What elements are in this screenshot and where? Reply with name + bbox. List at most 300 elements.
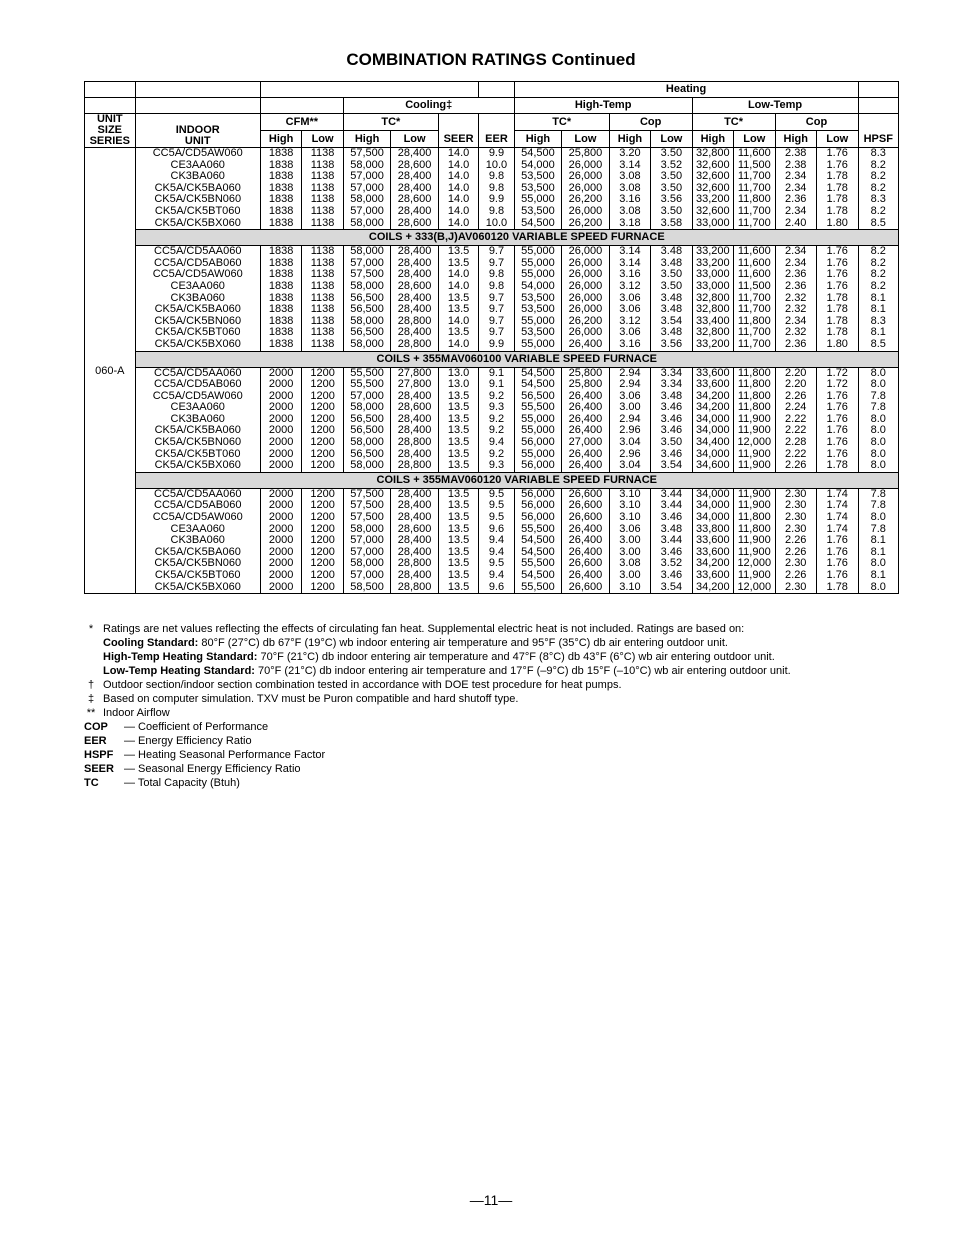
rating-value: 1138 [310, 279, 335, 292]
rating-value: 54,500 [521, 216, 555, 229]
coil-group-header: COILS + 333(B,J)AV060120 VARIABLE SPEED FURNACE [135, 230, 898, 246]
rating-value: 8.0 [870, 378, 886, 391]
rating-value: 9.2 [488, 447, 505, 460]
rating-value: 26,000 [568, 204, 603, 217]
rating-value: 2.26 [785, 459, 807, 472]
rating-value: 26,400 [568, 389, 603, 402]
rating-value: 7.8 [870, 522, 886, 535]
rating-value: 1200 [310, 436, 335, 449]
rating-value: 8.5 [870, 337, 886, 350]
rating-value: 32,800 [695, 326, 730, 339]
rating-value: 28,800 [397, 459, 432, 472]
rating-value: 1.78 [826, 580, 848, 593]
indoor-unit-name: CK5A/CK5BT060 [154, 447, 241, 460]
rating-value: 58,000 [350, 337, 384, 350]
rating-value: 32,600 [695, 158, 730, 171]
rating-value: 1200 [310, 412, 335, 425]
rating-value: 9.3 [488, 401, 505, 414]
rating-value: 14.0 [447, 337, 470, 350]
indoor-unit-name: CK5A/CK5BX060 [154, 216, 241, 229]
rating-value: 13.5 [447, 436, 470, 449]
value-cell [609, 246, 650, 351]
rating-value: 8.2 [870, 181, 886, 194]
rating-value: 13.5 [447, 459, 470, 472]
rating-value: 56,500 [350, 412, 384, 425]
rating-value: 8.2 [870, 245, 886, 258]
value-cell [816, 246, 858, 351]
rating-value: 32,600 [695, 204, 730, 217]
rating-value: 9.7 [488, 326, 505, 339]
coil-group-header: COILS + 355MAV060120 VARIABLE SPEED FURNACE [135, 472, 898, 488]
rating-value: 2.34 [785, 181, 807, 194]
abbreviation-eer: EER — Energy Efficiency Ratio [84, 735, 252, 747]
rating-value: 55,000 [521, 412, 555, 425]
rating-value: 1.78 [826, 291, 848, 304]
rating-value: 56,000 [521, 499, 555, 512]
indoor-unit-name: CK5A/CK5BT060 [154, 326, 241, 339]
rating-value: 1200 [310, 557, 335, 570]
value-cell [651, 246, 692, 351]
rating-value: 1.76 [826, 256, 848, 269]
rating-value: 9.7 [488, 303, 505, 316]
rating-value: 3.00 [619, 534, 641, 547]
rating-value: 2000 [268, 580, 294, 593]
rating-value: 58,500 [350, 580, 384, 593]
rating-value: 11,800 [737, 193, 771, 206]
rating-value: 11,800 [737, 314, 771, 327]
rating-value: 56,000 [521, 487, 555, 500]
rating-value: 1.76 [826, 436, 848, 449]
rating-value: 1838 [268, 326, 294, 339]
rating-value: 28,400 [397, 204, 432, 217]
rating-value: 26,600 [568, 580, 603, 593]
rating-value: 3.48 [660, 291, 683, 304]
rating-value: 8.1 [870, 291, 886, 304]
rating-value: 2.36 [785, 337, 807, 350]
rating-value: 9.2 [488, 389, 505, 402]
rating-value: 2.38 [785, 147, 807, 159]
rating-value: 3.50 [660, 147, 683, 159]
rating-value: 1.80 [826, 216, 848, 229]
value-cell [391, 246, 439, 351]
rating-value: 14.0 [447, 170, 470, 183]
rating-value: 1.74 [826, 511, 848, 524]
rating-value: 3.18 [619, 216, 641, 229]
rating-value: 13.5 [447, 522, 470, 535]
rating-value: 14.0 [447, 193, 470, 206]
rating-value: 1838 [268, 170, 294, 183]
value-cell [734, 488, 775, 593]
rating-value: 13.5 [447, 557, 470, 570]
rating-value: 13.5 [447, 545, 470, 558]
rating-value: 1200 [310, 534, 335, 547]
rating-value: 2.94 [619, 366, 641, 379]
rating-value: 8.2 [870, 158, 886, 171]
rating-value: 8.2 [870, 268, 886, 281]
rating-value: 28,400 [397, 412, 432, 425]
rating-value: 9.7 [488, 256, 505, 269]
rating-value: 26,000 [568, 303, 603, 316]
rating-value: 28,400 [397, 268, 432, 281]
rating-value: 13.5 [447, 580, 470, 593]
rating-value: 58,000 [350, 557, 384, 570]
rating-value: 2.36 [785, 268, 807, 281]
rating-value: 14.0 [447, 181, 470, 194]
rating-value: 26,200 [568, 216, 603, 229]
footnote-double-dagger: ‡ Based on computer simulation. TXV must be Puron compatible and hard shutoff type. [87, 693, 519, 705]
rating-value: 28,800 [397, 337, 432, 350]
value-cell [479, 488, 514, 593]
rating-value: 1138 [310, 204, 335, 217]
value-cell [734, 148, 775, 230]
rating-value: 3.54 [660, 314, 683, 327]
rating-value: 8.0 [870, 436, 886, 449]
footnote-low-temp-standard: Low-Temp Heating Standard: 70°F (21°C) db indoor entering air temperature and 17°F (–9°C) db 15°F (–10°C) wb air entering outdoor unit. [103, 665, 791, 677]
rating-value: 27,800 [397, 378, 432, 391]
abbreviation-seer: SEER — Seasonal Energy Efficiency Ratio [84, 763, 301, 775]
rating-value: 53,500 [521, 291, 555, 304]
rating-value: 1.78 [826, 181, 848, 194]
rating-value: 1138 [310, 245, 335, 258]
rating-value: 8.3 [870, 147, 886, 159]
rating-value: 3.16 [619, 193, 641, 206]
rating-value: 54,500 [521, 366, 555, 379]
rating-value: 28,400 [397, 424, 432, 437]
value-cell [302, 367, 343, 472]
rating-value: 2.32 [785, 291, 807, 304]
rating-value: 54,500 [521, 545, 555, 558]
rating-value: 12,000 [737, 557, 772, 570]
value-cell [858, 246, 899, 351]
rating-value: 1138 [310, 303, 335, 316]
rating-value: 8.0 [870, 447, 886, 460]
rating-value: 3.44 [660, 499, 683, 512]
table-row-group [85, 367, 899, 472]
rating-value: 1.74 [826, 499, 848, 512]
rating-value: 1200 [310, 378, 335, 391]
rating-value: 2000 [268, 459, 294, 472]
rating-value: 9.4 [488, 569, 505, 581]
rating-value: 26,400 [568, 412, 603, 425]
rating-value: 3.04 [619, 436, 641, 449]
rating-value: 1138 [310, 147, 335, 159]
indoor-unit-name: CC5A/CD5AA060 [154, 245, 242, 258]
rating-value: 53,500 [521, 303, 555, 316]
rating-value: 1.76 [826, 447, 848, 460]
value-cell [260, 246, 301, 351]
rating-value: 1838 [268, 256, 294, 269]
rating-value: 11,700 [737, 181, 771, 194]
rating-value: 3.16 [619, 337, 641, 350]
value-cell [692, 367, 733, 472]
value-cell [651, 148, 692, 230]
rating-value: 2.30 [785, 499, 807, 512]
rating-value: 8.0 [870, 580, 886, 593]
rating-value: 3.52 [660, 158, 683, 171]
rating-value: 33,600 [695, 545, 730, 558]
rating-value: 58,000 [350, 436, 384, 449]
rating-value: 8.1 [870, 545, 886, 558]
rating-value: 3.44 [660, 487, 683, 500]
rating-value: 2000 [268, 401, 294, 414]
rating-value: 2.32 [785, 303, 807, 316]
rating-value: 11,500 [737, 158, 771, 171]
rating-value: 2.34 [785, 314, 807, 327]
value-cell [775, 246, 816, 351]
rating-value: 3.06 [619, 291, 641, 304]
rating-value: 55,000 [521, 314, 555, 327]
rating-value: 55,500 [521, 580, 555, 593]
rating-value: 27,000 [568, 436, 603, 449]
rating-value: 3.50 [660, 279, 683, 292]
rating-value: 3.04 [619, 459, 641, 472]
rating-value: 1.76 [826, 245, 848, 258]
indoor-unit-name: CK5A/CK5BT060 [154, 569, 241, 581]
rating-value: 11,800 [737, 401, 771, 414]
rating-value: 28,600 [397, 401, 432, 414]
rating-value: 1.76 [826, 279, 848, 292]
rating-value: 33,200 [695, 193, 730, 206]
rating-value: 1838 [268, 291, 294, 304]
rating-value: 13.5 [447, 534, 470, 547]
rating-value: 9.3 [488, 459, 505, 472]
rating-value: 11,600 [737, 245, 771, 258]
rating-value: 57,000 [350, 181, 384, 194]
rating-value: 11,900 [737, 569, 771, 581]
rating-value: 56,500 [350, 303, 384, 316]
rating-value: 3.56 [660, 337, 683, 350]
rating-value: 3.48 [660, 256, 683, 269]
cooling-tc-high-header: High [343, 131, 391, 148]
value-cell [391, 367, 439, 472]
rating-value: 8.2 [870, 204, 886, 217]
rating-value: 1138 [310, 337, 335, 350]
rating-value: 55,500 [521, 557, 555, 570]
cooling-tc-header: TC* [343, 114, 438, 131]
rating-value: 2.24 [785, 401, 807, 414]
heating-header: Heating [514, 82, 858, 98]
value-cell [816, 148, 858, 230]
rating-value: 2.96 [619, 447, 641, 460]
rating-value: 9.6 [488, 522, 505, 535]
indoor-unit-cell [135, 488, 260, 593]
rating-value: 12,000 [737, 436, 772, 449]
rating-value: 33,600 [695, 534, 730, 547]
high-temp-header: High-Temp [514, 98, 692, 114]
rating-value: 8.3 [870, 314, 886, 327]
indoor-unit-name: CK3BA060 [170, 412, 225, 425]
rating-value: 3.46 [660, 424, 683, 437]
value-cell [775, 148, 816, 230]
rating-value: 14.0 [447, 314, 470, 327]
rating-value: 9.4 [488, 545, 505, 558]
rating-value: 56,500 [350, 291, 384, 304]
rating-value: 26,000 [568, 291, 603, 304]
rating-value: 3.48 [660, 245, 683, 258]
rating-value: 11,900 [737, 545, 771, 558]
rating-value: 13.5 [447, 291, 470, 304]
indoor-unit-name: CK5A/CK5BN060 [154, 557, 242, 570]
rating-value: 1.72 [826, 378, 848, 391]
rating-value: 2.30 [785, 557, 807, 570]
rating-value: 55,000 [521, 256, 555, 269]
indoor-unit-name: CC5A/CD5AA060 [154, 487, 242, 500]
rating-value: 34,000 [695, 511, 730, 524]
rating-value: 34,600 [695, 459, 730, 472]
rating-value: 9.7 [488, 314, 505, 327]
rating-value: 28,800 [397, 314, 432, 327]
rating-value: 34,200 [695, 401, 730, 414]
rating-value: 3.06 [619, 326, 641, 339]
rating-value: 1138 [310, 193, 335, 206]
rating-value: 7.8 [870, 389, 886, 402]
footnote-dagger: † Outdoor section/indoor section combination tested in accordance with DOE test procedure for heat pumps. [87, 679, 622, 691]
rating-value: 32,600 [695, 170, 730, 183]
rating-value: 57,000 [350, 170, 384, 183]
rating-value: 11,700 [737, 337, 771, 350]
rating-value: 9.5 [488, 511, 505, 524]
rating-value: 33,400 [695, 314, 730, 327]
rating-value: 11,900 [737, 534, 771, 547]
rating-value: 1838 [268, 245, 294, 258]
rating-value: 1200 [310, 487, 335, 500]
rating-value: 2.22 [785, 424, 807, 437]
low-temp-cop-low-header: Low [816, 131, 858, 148]
value-cell [562, 367, 610, 472]
rating-value: 13.5 [447, 245, 470, 258]
rating-value: 13.5 [447, 389, 470, 402]
rating-value: 11,900 [737, 499, 771, 512]
rating-value: 33,600 [695, 569, 730, 581]
rating-value: 1.78 [826, 170, 848, 183]
value-cell [609, 488, 650, 593]
rating-value: 3.00 [619, 569, 641, 581]
rating-value: 3.48 [660, 522, 683, 535]
footnote-double-star: ** Indoor Airflow [86, 707, 170, 719]
rating-value: 9.9 [488, 147, 505, 159]
rating-value: 26,000 [568, 279, 603, 292]
rating-value: 55,500 [521, 522, 555, 535]
rating-value: 54,000 [521, 279, 555, 292]
coil-group-header: COILS + 355MAV060100 VARIABLE SPEED FURNACE [135, 351, 898, 367]
value-cell [775, 367, 816, 472]
rating-value: 34,000 [695, 499, 730, 512]
rating-value: 55,500 [521, 401, 555, 414]
rating-value: 33,200 [695, 256, 730, 269]
rating-value: 11,600 [737, 147, 771, 159]
rating-value: 9.8 [488, 204, 505, 217]
rating-value: 2.20 [785, 378, 807, 391]
rating-value: 11,800 [737, 389, 771, 402]
rating-value: 8.2 [870, 279, 886, 292]
rating-value: 9.5 [488, 557, 505, 570]
rating-value: 2.30 [785, 487, 807, 500]
rating-value: 13.5 [447, 424, 470, 437]
value-cell [479, 367, 514, 472]
footnote-cooling-standard: Cooling Standard: 80°F (27°C) db 67°F (19°C) wb indoor entering air temperature and 95°F (35°C) db air entering outdoor unit. [103, 637, 728, 649]
rating-value: 25,800 [568, 378, 603, 391]
abbreviation-hspf: HSPF — Heating Seasonal Performance Factor [84, 749, 326, 761]
rating-value: 1838 [268, 279, 294, 292]
value-cell [391, 488, 439, 593]
high-temp-tc-high-header: High [514, 131, 562, 148]
rating-value: 3.50 [660, 181, 683, 194]
indoor-unit-name: CC5A/CD5AA060 [154, 366, 242, 379]
rating-value: 28,400 [397, 326, 432, 339]
value-cell [609, 148, 650, 230]
rating-value: 26,000 [568, 256, 603, 269]
rating-value: 9.8 [488, 181, 505, 194]
rating-value: 9.4 [488, 534, 505, 547]
rating-value: 1.76 [826, 401, 848, 414]
rating-value: 33,000 [695, 216, 730, 229]
rating-value: 8.0 [870, 459, 886, 472]
rating-value: 32,800 [695, 291, 730, 304]
value-cell [692, 488, 733, 593]
cfm-header: CFM** [260, 114, 343, 131]
indoor-unit-name: CC5A/CD5AW060 [152, 389, 243, 402]
rating-value: 9.1 [488, 378, 505, 391]
rating-value: 1.76 [826, 389, 848, 402]
rating-value: 3.12 [619, 314, 641, 327]
rating-value: 3.56 [660, 193, 683, 206]
rating-value: 1.76 [826, 424, 848, 437]
unit-size-series-cell: 060-A [85, 148, 136, 594]
rating-value: 3.10 [619, 487, 641, 500]
value-cell [438, 148, 478, 230]
rating-value: 9.2 [488, 412, 505, 425]
indoor-unit-name: CK5A/CK5BN060 [154, 436, 242, 449]
rating-value: 34,000 [695, 447, 730, 460]
rating-value: 9.5 [488, 499, 505, 512]
rating-value: 1138 [310, 181, 335, 194]
rating-value: 54,500 [521, 147, 555, 159]
value-cell [609, 367, 650, 472]
rating-value: 1.78 [826, 193, 848, 206]
rating-value: 14.0 [447, 147, 470, 159]
rating-value: 54,500 [521, 378, 555, 391]
rating-value: 28,600 [397, 522, 432, 535]
rating-value: 9.8 [488, 268, 505, 281]
rating-value: 14.0 [447, 158, 470, 171]
value-cell [692, 246, 733, 351]
rating-value: 13.5 [447, 256, 470, 269]
rating-value: 3.10 [619, 580, 641, 593]
rating-value: 33,600 [695, 378, 730, 391]
rating-value: 28,400 [397, 245, 432, 258]
rating-value: 1.74 [826, 487, 848, 500]
rating-value: 2.38 [785, 158, 807, 171]
rating-value: 25,800 [568, 147, 603, 159]
page-title: COMBINATION RATINGS Continued [346, 50, 636, 69]
rating-value: 53,500 [521, 170, 555, 183]
rating-value: 1838 [268, 193, 294, 206]
rating-value: 1.76 [826, 158, 848, 171]
rating-value: 1.78 [826, 314, 848, 327]
rating-value: 11,800 [737, 366, 771, 379]
value-cell [514, 488, 562, 593]
rating-value: 11,700 [737, 204, 771, 217]
rating-value: 11,700 [737, 326, 771, 339]
rating-value: 1838 [268, 268, 294, 281]
rating-value: 56,500 [350, 447, 384, 460]
rating-value: 3.08 [619, 170, 641, 183]
rating-value: 58,000 [350, 193, 384, 206]
rating-value: 3.06 [619, 303, 641, 316]
rating-value: 11,700 [737, 216, 771, 229]
rating-value: 56,000 [521, 436, 555, 449]
rating-value: 13.5 [447, 303, 470, 316]
